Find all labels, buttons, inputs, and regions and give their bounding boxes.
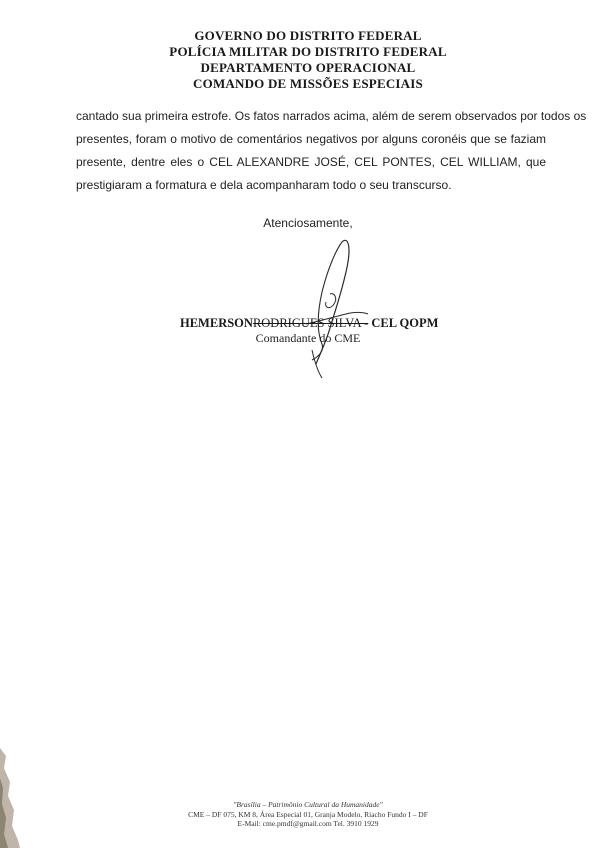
body-paragraph: [76, 105, 587, 197]
letterhead-line-police: POLÍCIA MILITAR DO DISTRITO FEDERAL: [169, 44, 447, 59]
signer-title: Comandante do CME: [255, 331, 361, 345]
signer-rank: CEL QOPM: [371, 316, 439, 330]
letterhead: [0, 28, 616, 92]
letterhead-line-department: DEPARTAMENTO OPERACIONAL: [200, 60, 416, 75]
body-line-4: prestigiaram a formatura e dela acompanharam todo o seu transcurso.: [76, 178, 452, 192]
letterhead-line-command: COMANDO DE MISSÕES ESPECIAIS: [193, 76, 423, 91]
signer-struck-name: RODRIGUES SILVA -: [252, 316, 369, 330]
body-line-1: cantado sua primeira estrofe. Os fatos narrados acima, além de serem observados por todos os: [76, 109, 587, 123]
signer-first-name: HEMERSON: [180, 316, 253, 330]
footer-motto: "Brasília – Patrimônio Cultural da Humanidade": [233, 800, 383, 809]
body-line-3: presente, dentre eles o CEL ALEXANDRE JOSÉ, CEL PONTES, CEL WILLIAM, que: [76, 155, 546, 169]
handwritten-signature: [250, 232, 390, 382]
footer-address: CME – DF 075, KM 8, Área Especial 01, Granja Modelo, Riacho Fundo I – DF: [188, 810, 428, 819]
scan-edge-artifact: [0, 748, 40, 848]
signer-name-line: [180, 316, 480, 331]
footer-contact: E-Mail: cme.pmdf@gmail.com Tel. 3910 1929: [237, 819, 379, 828]
letterhead-line-government: GOVERNO DO DISTRITO FEDERAL: [194, 28, 422, 43]
body-line-2: presentes, foram o motivo de comentários negativos por alguns coronéis que se faziam: [76, 132, 546, 146]
closing-salutation: Atenciosamente,: [263, 216, 353, 230]
page-footer: [0, 800, 616, 828]
